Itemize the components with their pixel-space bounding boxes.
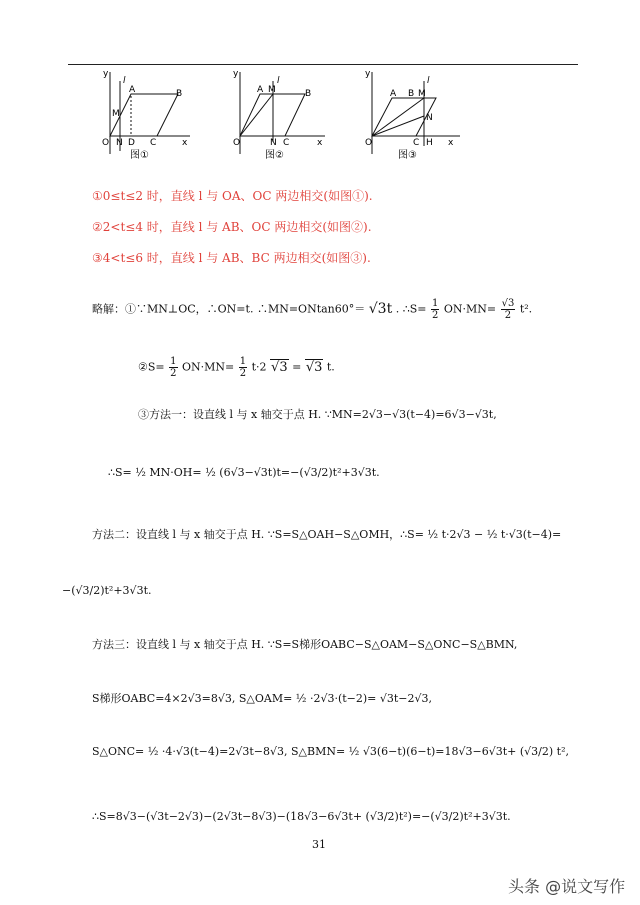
- watermark: 头条 @说文写作: [508, 877, 626, 896]
- solution-l1d: ON·MN=: [443, 302, 497, 316]
- solution-line-4: ∴S= ½ MN·OH= ½ (6√3−√3t)t=−(√3/2)t²+3√3t.: [108, 466, 380, 479]
- fig1-d-label: D: [128, 138, 135, 148]
- solution-line-5: 方法二：设直线 l 与 x 轴交于点 H. ∵S=S△OAH−S△OMH，∴S= ½ t·2√3 − ½ t·√3(t−4)=: [92, 528, 562, 541]
- fig2-n-label: N: [270, 138, 277, 148]
- fig3-o-label: O: [365, 138, 373, 148]
- fig3-l-label: l: [427, 76, 430, 86]
- sqrt3: √3: [271, 359, 288, 375]
- fig2-y-label: y: [233, 69, 239, 79]
- solution-line-8: S梯形OABC=4×2√3=8√3, S△OAM= ½ ·2√3·(t−2)= √3t−2√3,: [92, 692, 433, 705]
- fig3-y-label: y: [365, 69, 371, 79]
- fig2-o-label: O: [233, 138, 241, 148]
- fig1-a-label: A: [129, 85, 136, 95]
- fig1-caption: 图①: [130, 150, 149, 161]
- fig1-n-label: N: [116, 138, 123, 148]
- case-3: ③4<t≤6 时，直线 l 与 AB、BC 两边相交(如图③).: [92, 251, 371, 265]
- frac-root3-half: $\frac{√3}{2}$: [501, 298, 515, 321]
- solution-line-7: 方法三：设直线 l 与 x 轴交于点 H. ∵S=S梯形OABC−S△OAM−S△ONC−S△BMN,: [92, 638, 518, 651]
- solution-l2c: t·2: [251, 360, 267, 374]
- frac-half: $\frac{1}{2}$: [239, 356, 247, 379]
- fig1-y-label: y: [103, 69, 109, 79]
- sqrt3: √3: [305, 359, 323, 375]
- solution-l2b: ON·MN=: [182, 360, 235, 374]
- fig2-c-label: C: [283, 138, 290, 148]
- fig1-o-label: O: [102, 138, 110, 148]
- fig2-a-label: A: [257, 85, 264, 95]
- fig2-b-label: B: [305, 89, 312, 99]
- fig1-m-label: M: [112, 109, 120, 119]
- frac-half: $\frac{1}{2}$: [170, 356, 177, 379]
- figure-2: [225, 66, 335, 170]
- solution-line-2: [138, 356, 335, 379]
- fig2-caption: 图②: [265, 150, 284, 161]
- solution-line-6: −(√3/2)t²+3√3t.: [62, 584, 152, 597]
- case-1: ①0≤t≤2 时，直线 l 与 OA、OC 两边相交(如图①).: [92, 189, 373, 203]
- solution-l1e: t².: [519, 302, 533, 316]
- fig3-a-label: A: [390, 89, 397, 99]
- solution-l1b: √3t: [368, 300, 393, 317]
- solution-line-9: S△ONC= ½ ·4·√3(t−4)=2√3t−8√3, S△BMN= ½ √3(6−t)(6−t)=18√3−6√3t+ (√3/2) t²,: [92, 745, 569, 758]
- fig3-h-label: H: [426, 138, 433, 148]
- page-number: 31: [312, 838, 326, 851]
- solution-l2e: t.: [326, 360, 335, 374]
- fig2-x-label: x: [317, 138, 323, 148]
- solution-l1a: 略解：①∵MN⊥OC，∴ON=t. ∴MN=ONtan60°＝: [92, 302, 366, 316]
- fig3-caption: 图③: [398, 150, 417, 161]
- fig1-x-label: x: [182, 138, 188, 148]
- solution-l1c: . ∴S=: [395, 302, 427, 316]
- fig3-n-label: N: [426, 113, 433, 123]
- fig2-l-label: l: [277, 76, 280, 86]
- figure-3: [360, 66, 470, 170]
- solution-l2d: =: [292, 360, 302, 374]
- solution-l2a: ②S=: [138, 360, 165, 374]
- fig1-b-label: B: [176, 89, 183, 99]
- fig2-m-label: M: [268, 85, 276, 95]
- solution-line-3: ③方法一：设直线 l 与 x 轴交于点 H. ∵MN=2√3−√3(t−4)=6√3−√3t,: [138, 408, 497, 421]
- header-rule: [68, 64, 578, 65]
- solution-line-1: [92, 298, 532, 321]
- figure-1: [90, 66, 200, 170]
- solution-line-10: ∴S=8√3−(√3t−2√3)−(2√3t−8√3)−(18√3−6√3t+ (√3/2)t²)=−(√3/2)t²+3√3t.: [92, 810, 511, 823]
- fig3-x-label: x: [448, 138, 454, 148]
- fig1-l-label: l: [123, 76, 126, 86]
- fig3-b-label: B: [408, 89, 415, 99]
- frac-half: $\frac{1}{2}$: [431, 298, 439, 321]
- case-2: ②2<t≤4 时，直线 l 与 AB、OC 两边相交(如图②).: [92, 220, 372, 234]
- fig1-c-label: C: [150, 138, 157, 148]
- fig3-c-label: C: [413, 138, 420, 148]
- fig3-m-label: M: [418, 89, 426, 99]
